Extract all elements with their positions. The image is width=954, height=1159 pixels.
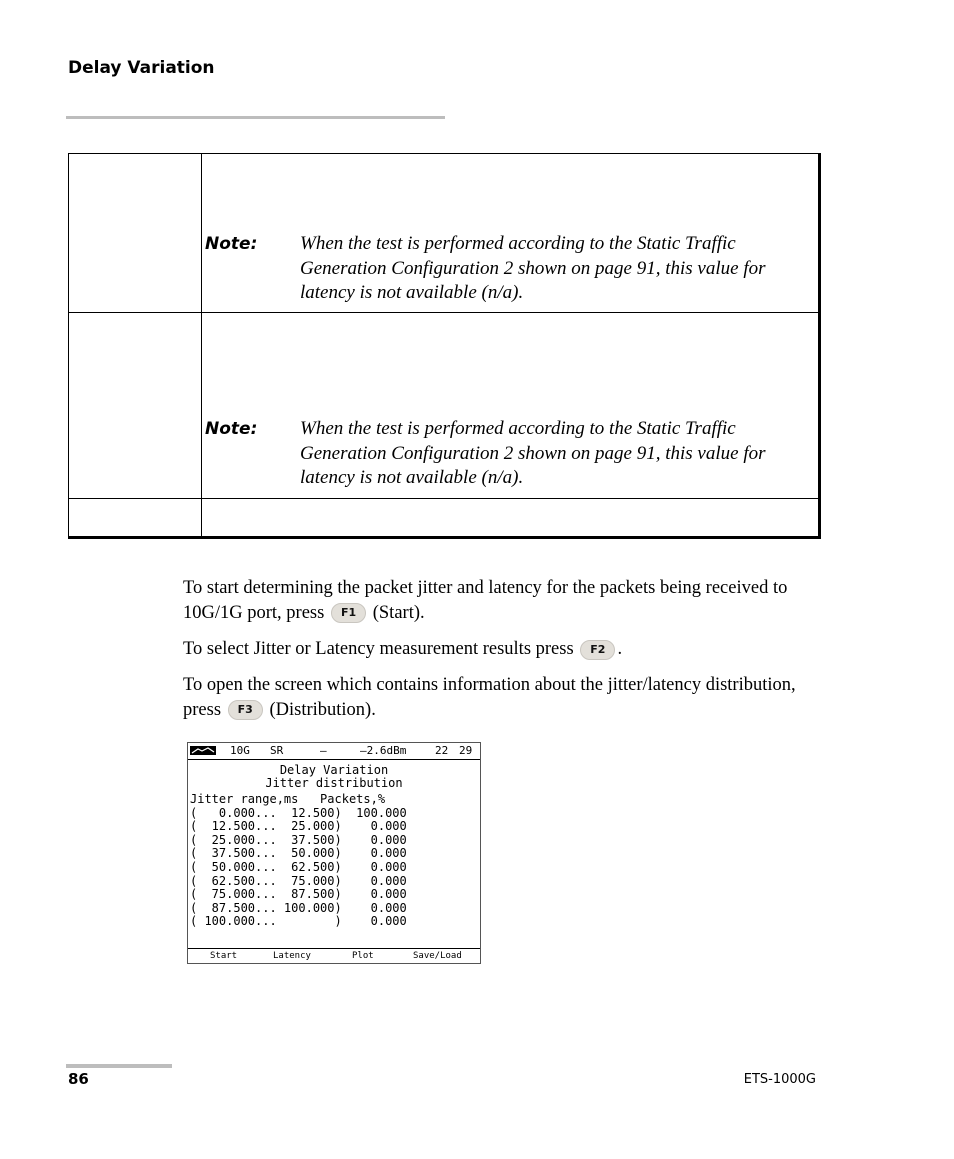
softkey-bar	[188, 948, 480, 963]
paragraph-text: .	[617, 639, 623, 659]
footer-rule	[66, 1064, 172, 1068]
table-row: ( 25.000... 37.500) 0.000	[190, 832, 407, 847]
status-mode: SR	[270, 744, 284, 757]
table-row: ( 12.500... 25.000) 0.000	[190, 819, 407, 834]
section-title: Delay Variation	[68, 58, 215, 78]
paragraph-text: To start determining the packet jitter and latency for the packets being received to 10G/1G port, press	[183, 578, 788, 623]
softkey-plot[interactable]: Plot	[352, 951, 374, 961]
table-row: ( 62.500... 75.000) 0.000	[190, 873, 407, 888]
paragraph-text: To select Jitter or Latency measurement results press	[183, 639, 574, 659]
description-table	[68, 153, 821, 539]
status-dash: –	[320, 744, 327, 757]
title-rule	[66, 116, 445, 119]
status-bar	[188, 743, 480, 760]
product-name: ETS-1000G	[743, 1072, 816, 1087]
paragraph-text: (Start).	[372, 602, 425, 623]
note-label: Note:	[205, 234, 258, 254]
softkey-save-load[interactable]: Save/Load	[413, 951, 462, 961]
table-row: ( 100.000... ) 0.000	[190, 914, 407, 929]
softkey-latency[interactable]: Latency	[273, 951, 311, 961]
page-number: 86	[68, 1070, 89, 1088]
table-row: ( 37.500... 50.000) 0.000	[190, 846, 407, 861]
table-column-divider	[201, 154, 202, 536]
table-header: Jitter range,ms Packets,%	[190, 792, 386, 806]
paragraph-text: (Distribution).	[269, 699, 376, 720]
table-row: ( 50.000... 62.500) 0.000	[190, 860, 407, 874]
f3-key-icon: F3	[228, 700, 263, 720]
note-label: Note:	[205, 419, 258, 439]
paragraph-distribution	[183, 673, 803, 722]
softkey-start[interactable]: Start	[210, 951, 238, 961]
screen-title: Delay Variation	[279, 763, 389, 777]
status-time-minutes: 29	[459, 744, 473, 757]
note-text: When the test is performed according to the Static Traffic Generation Configuration 2 shown on page 91, this value for latency is not available (n/a).	[300, 418, 766, 488]
table-row: ( 0.000... 12.500) 100.000	[190, 805, 407, 820]
note-text: When the test is performed according to the Static Traffic Generation Configuration 2 shown on page 91, this value for latency is not available (n/a).	[300, 233, 766, 303]
status-rate: 10G	[230, 744, 250, 757]
paragraph-text: To open the screen which contains information about the jitter/latency distribution, press	[183, 675, 796, 720]
device-screen	[187, 742, 481, 964]
screen-subtitle: Jitter distribution	[265, 776, 403, 790]
table-row: ( 75.000... 87.500) 0.000	[190, 887, 407, 902]
f2-key-icon: F2	[580, 640, 615, 660]
paragraph-start	[183, 576, 803, 625]
table-row: ( 87.500... 100.000) 0.000	[190, 900, 407, 915]
table-row-divider	[69, 312, 818, 313]
f1-key-icon: F1	[331, 603, 366, 623]
paragraph-select	[183, 637, 803, 662]
table-row-divider	[69, 498, 818, 499]
status-power: –2.6dBm	[360, 744, 407, 757]
signal-icon	[190, 746, 216, 755]
status-time-hours: 22	[435, 744, 449, 757]
